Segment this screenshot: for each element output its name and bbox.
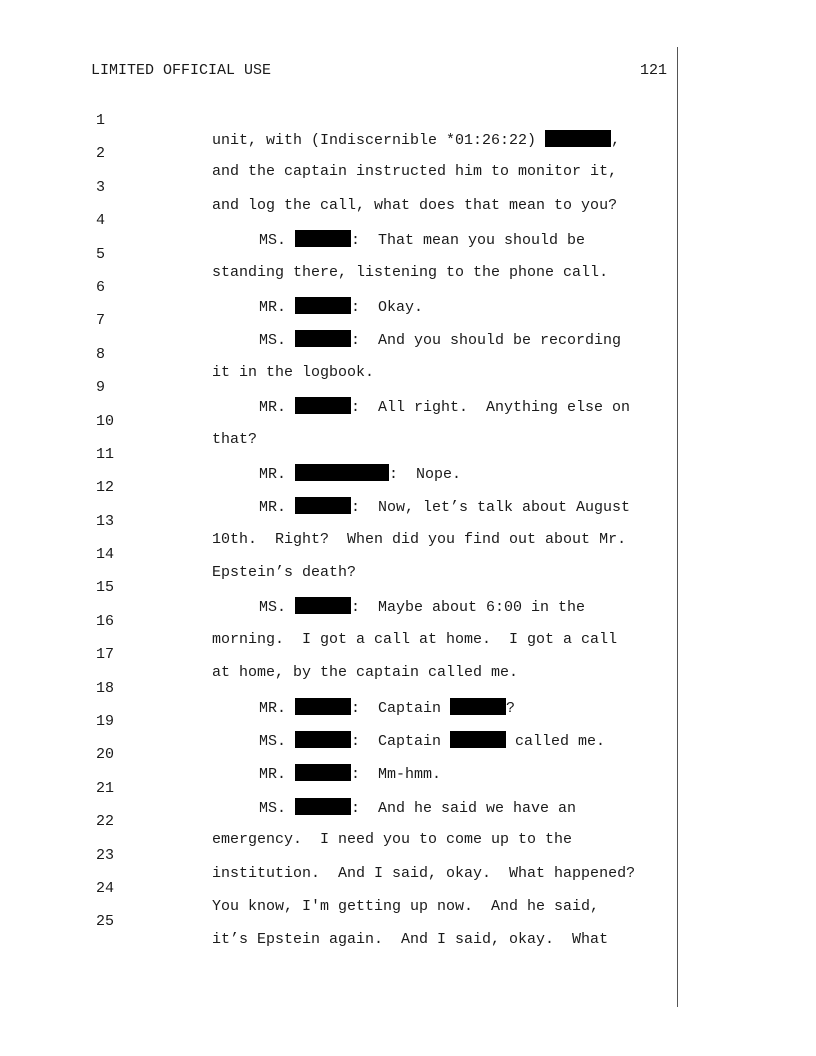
line-text: and log the call, what does that mean to you? — [212, 196, 618, 214]
line-text: it’s Epstein again. And I said, okay. What — [212, 931, 609, 949]
text-segment: : All right. Anything else on — [351, 399, 631, 417]
transcript-line — [0, 127, 816, 181]
speaker-prefix: MR. — [259, 499, 296, 517]
text-segment: called me. — [506, 733, 606, 751]
transcript-line — [0, 528, 816, 582]
line-number: 22 — [96, 813, 115, 831]
line-number: 6 — [96, 278, 106, 296]
text-segment: : That mean you should be — [351, 232, 586, 250]
transcript-line — [0, 395, 816, 448]
speaker-prefix: MR. — [259, 766, 296, 784]
line-number: 20 — [96, 746, 115, 764]
transcript-line — [0, 361, 816, 417]
speaker-prefix: MR. — [259, 465, 296, 483]
line-text: at home, by the captain called me. — [212, 664, 519, 682]
speaker-prefix: MS. — [259, 232, 296, 250]
line-number: 3 — [96, 178, 106, 196]
transcript-line — [0, 194, 816, 250]
line-text: Epstein’s death? — [212, 564, 357, 582]
transcript-line — [0, 294, 816, 350]
line-text: morning. I got a call at home. I got a call — [212, 630, 618, 648]
transcript-line — [0, 695, 816, 751]
line-number: 21 — [96, 779, 115, 797]
line-number: 25 — [96, 913, 115, 931]
line-number: 17 — [96, 646, 115, 664]
text-segment: : Now, let’s talk about August — [351, 499, 631, 517]
text-segment: , — [611, 132, 621, 149]
speaker-prefix: MR. — [259, 399, 296, 417]
transcript-line — [0, 628, 816, 682]
text-segment: : Captain — [351, 699, 451, 717]
line-number: 4 — [96, 212, 106, 230]
transcript-line — [0, 895, 816, 949]
page-number: 121 — [639, 62, 667, 79]
transcript-line — [0, 228, 816, 281]
text-segment: ? — [506, 699, 516, 717]
line-number: 19 — [96, 713, 115, 731]
line-number: 15 — [96, 579, 115, 597]
line-number: 7 — [96, 312, 106, 330]
transcript-line — [0, 862, 816, 915]
transcript-line — [0, 428, 816, 483]
line-text: institution. And I said, okay. What happened? — [212, 864, 636, 882]
text-segment: unit, with (Indiscernible *01:26:22) — [212, 132, 546, 149]
transcript-line — [0, 161, 816, 214]
transcript-line — [0, 662, 816, 717]
transcript-lines — [0, 94, 816, 949]
line-number: 9 — [96, 379, 106, 397]
text-segment: : Mm-hmm. — [351, 766, 442, 784]
speaker-prefix: MS. — [259, 332, 296, 350]
transcript-line — [0, 762, 816, 817]
line-text: You know, I'm getting up now. And he said, — [212, 897, 600, 915]
transcript-line — [0, 795, 816, 849]
speaker-prefix: MS. — [259, 733, 296, 751]
line-number: 14 — [96, 546, 115, 564]
line-number: 16 — [96, 612, 115, 630]
text-segment: : Maybe about 6:00 in the — [351, 599, 586, 617]
line-text: it in the logbook. — [212, 363, 375, 381]
speaker-prefix: MS. — [259, 799, 296, 817]
line-number: 24 — [96, 879, 115, 897]
transcript-line — [0, 728, 816, 784]
text-segment: : Okay. — [351, 298, 424, 316]
line-number: 8 — [96, 345, 106, 363]
text-segment: : And you should be recording — [351, 332, 622, 350]
transcript-line — [0, 94, 816, 149]
page-header — [91, 62, 667, 80]
transcript-line — [0, 595, 816, 648]
line-text: emergency. I need you to come up to the — [212, 831, 573, 849]
line-text: standing there, listening to the phone call. — [212, 263, 609, 281]
transcript-line — [0, 461, 816, 517]
transcript-line — [0, 495, 816, 548]
line-number: 12 — [96, 479, 115, 497]
transcript-line — [0, 561, 816, 617]
transcript-line — [0, 829, 816, 882]
line-number: 1 — [96, 112, 106, 129]
speaker-prefix: MR. — [259, 298, 296, 316]
line-text: that? — [212, 430, 258, 448]
line-number: 11 — [96, 445, 115, 463]
transcript-line — [0, 328, 816, 381]
line-number: 13 — [96, 512, 115, 530]
line-number: 5 — [96, 245, 106, 263]
line-text: and the captain instructed him to monitor it, — [212, 163, 618, 181]
line-text: 10th. Right? When did you find out about Mr. — [212, 530, 627, 548]
text-segment: : And he said we have an — [351, 799, 577, 817]
transcript-line — [0, 261, 816, 316]
classification-label: LIMITED OFFICIAL USE — [91, 62, 272, 79]
speaker-prefix: MS. — [259, 599, 296, 617]
speaker-prefix: MR. — [259, 699, 296, 717]
line-number: 18 — [96, 679, 115, 697]
line-number: 10 — [96, 412, 115, 430]
text-segment: : Captain — [351, 733, 451, 751]
line-number: 2 — [96, 145, 106, 163]
text-segment: : Nope. — [389, 465, 462, 483]
line-number: 23 — [96, 846, 115, 864]
